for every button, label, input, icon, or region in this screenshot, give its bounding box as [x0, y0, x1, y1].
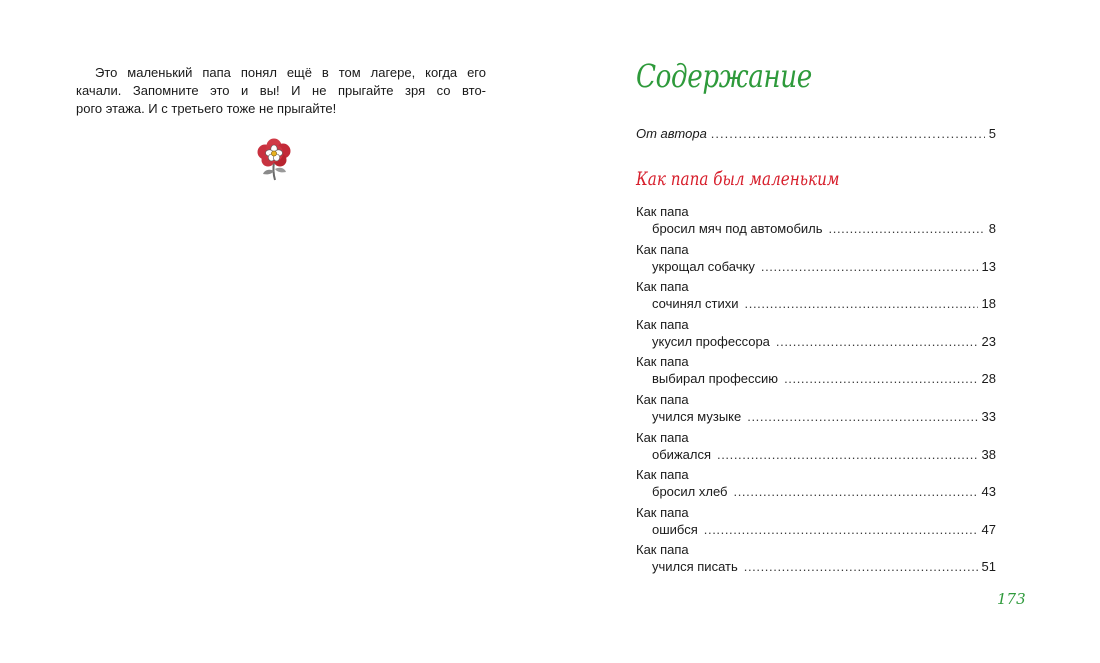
- toc-item[interactable]: [636, 429, 996, 463]
- toc-item[interactable]: [636, 241, 996, 275]
- dot-leader: [829, 220, 985, 237]
- toc-page-number: 47: [981, 521, 996, 537]
- dot-leader: [776, 333, 978, 350]
- toc-item-title: укусил профессора: [652, 333, 770, 349]
- toc-item-prefix: Как папа: [636, 204, 689, 219]
- toc-page-number: 8: [988, 221, 996, 236]
- toc-item-title: сочинял стихи: [652, 296, 739, 312]
- toc-item-prefix: Как папа: [636, 279, 689, 295]
- paragraph-line: качали. Запомните это и вы! И не прыгайте зря со вто-: [76, 83, 486, 98]
- dot-leader: [711, 125, 985, 143]
- toc-item[interactable]: [636, 391, 996, 425]
- toc-page-number: 28: [981, 371, 996, 387]
- toc-list: [636, 203, 996, 575]
- toc-item[interactable]: [636, 278, 996, 312]
- toc-item-prefix: Как папа: [636, 391, 689, 407]
- dot-leader: [745, 295, 978, 312]
- dot-leader: [704, 521, 978, 538]
- toc-item-title: выбирал профессию: [652, 371, 779, 387]
- toc-page-number: 23: [981, 333, 996, 349]
- toc-page-number: 51: [981, 559, 996, 575]
- flower-icon: [254, 138, 294, 182]
- toc-item[interactable]: [636, 504, 996, 538]
- toc-item-prefix: Как папа: [636, 542, 689, 558]
- toc-item[interactable]: [636, 466, 996, 500]
- toc-page-number: 18: [981, 296, 996, 312]
- toc-item[interactable]: [636, 203, 996, 237]
- dot-leader: [747, 408, 977, 425]
- toc-entry-label: От автора: [636, 126, 707, 141]
- toc-section-title: Как папа был маленьким: [636, 168, 840, 190]
- dot-leader: [733, 483, 977, 500]
- toc-page-number: 43: [981, 484, 996, 500]
- toc-item-prefix: Как папа: [636, 467, 689, 483]
- toc-item-prefix: Как папа: [636, 354, 689, 370]
- paragraph-line: Это маленький папа понял ещё в том лагере, когда его: [95, 65, 486, 80]
- toc-item-title: учился музыке: [652, 408, 742, 424]
- left-paragraph: [76, 64, 486, 118]
- toc-item-title: учился писать: [652, 559, 738, 575]
- toc-title: Содержание: [636, 57, 812, 95]
- paragraph-line: рого этажа. И с третьего тоже не прыгайте!: [76, 101, 337, 116]
- toc-item-title: бросил мяч под автомобиль: [652, 221, 823, 236]
- toc-item-title: укрощал собачку: [652, 258, 755, 274]
- toc-page-number: 5: [988, 126, 996, 141]
- page-number-folio: 173: [997, 590, 1026, 608]
- table-of-contents: [636, 54, 996, 579]
- dot-leader: [784, 370, 977, 387]
- toc-item-title: ошибся: [652, 521, 698, 537]
- toc-item-title: бросил хлеб: [652, 484, 728, 500]
- toc-item-prefix: Как папа: [636, 504, 689, 520]
- toc-author-entry[interactable]: [636, 125, 996, 143]
- toc-item-prefix: Как папа: [636, 429, 689, 445]
- toc-item[interactable]: [636, 541, 996, 575]
- toc-item-title: обижался: [652, 446, 711, 462]
- toc-page-number: 13: [981, 258, 996, 274]
- toc-page-number: 33: [981, 408, 996, 424]
- toc-item-prefix: Как папа: [636, 316, 689, 332]
- toc-item-prefix: Как папа: [636, 241, 689, 257]
- dot-leader: [717, 446, 978, 463]
- dot-leader: [744, 558, 978, 575]
- toc-item[interactable]: [636, 353, 996, 387]
- dot-leader: [761, 258, 978, 275]
- toc-page-number: 38: [981, 446, 996, 462]
- left-page: [76, 64, 486, 118]
- toc-item[interactable]: [636, 316, 996, 350]
